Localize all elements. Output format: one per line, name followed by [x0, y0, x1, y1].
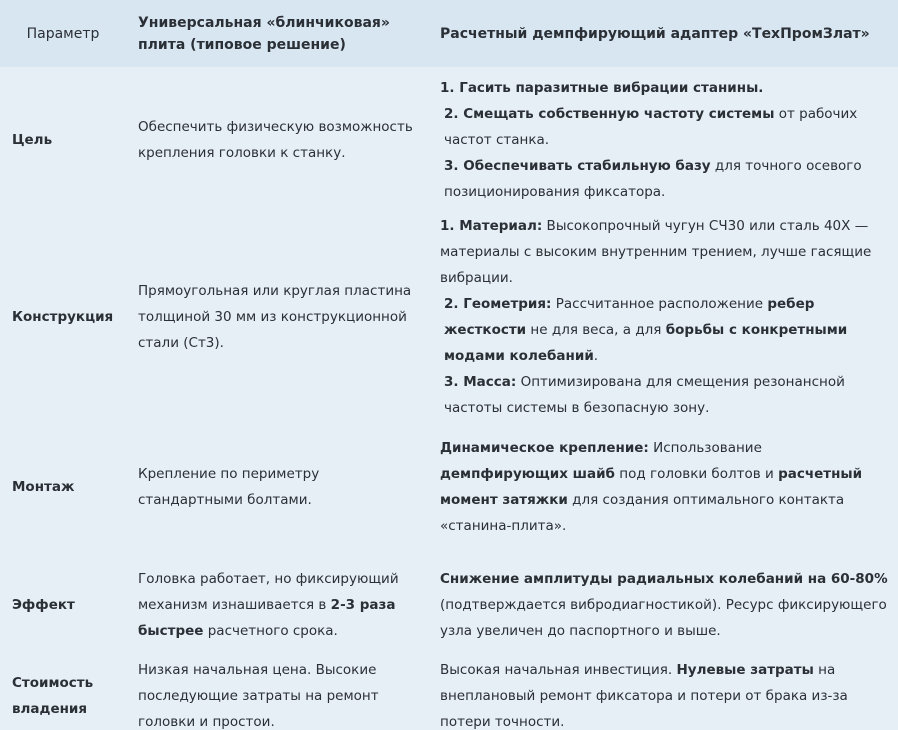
bold-text: Снижение амплитуды радиальных колебаний на 60-80%	[440, 571, 888, 587]
row-adapter	[428, 553, 898, 657]
text-run: Головка работает, но фиксирующий механизм изнашивается в	[138, 571, 399, 613]
bold-text: 2. Смещать собственную частоту системы	[444, 106, 775, 122]
text-run: для точного осевого позиционирования фиксатора.	[444, 158, 862, 200]
text-run: Высокопрочный чугун СЧ30 или сталь 40Х — материалы с высоким внутренним трением, лучше гасящие вибрации.	[440, 218, 872, 286]
text-run: Рассчитанное расположение	[551, 296, 768, 312]
header-param: Параметр	[0, 0, 126, 67]
text-run: под головки болтов и	[615, 466, 779, 482]
row-param: Эффект	[12, 597, 75, 613]
row-param: Конструкция	[12, 309, 114, 325]
text-run: расчетного срока.	[203, 623, 338, 639]
table-row	[0, 657, 898, 730]
row-param: Монтаж	[12, 479, 75, 495]
paragraph	[440, 153, 888, 205]
header-adapter: Расчетный демпфирующий адаптер «ТехПромЗлат»	[428, 0, 898, 67]
paragraph	[440, 435, 888, 539]
bold-text: ребер жесткости	[444, 296, 815, 338]
text-run: Использование	[648, 440, 762, 456]
paragraph	[440, 291, 888, 369]
table-header	[0, 0, 898, 67]
bold-text: 3. Масса:	[444, 374, 517, 390]
header-row	[0, 0, 898, 67]
text-run: Оптимизирована для смещения резонансной частоты системы в безопасную зону.	[444, 374, 845, 416]
table-row	[0, 213, 898, 421]
bold-text: Динамическое крепление:	[440, 440, 649, 456]
text-run: Высокая начальная инвестиция.	[440, 662, 677, 678]
paragraph	[440, 101, 888, 153]
header-standard: Универсальная «блинчиковая» плита (типовое решение)	[126, 0, 428, 67]
row-standard: Низкая начальная цена. Высокие последующие затраты на ремонт головки и простои.	[138, 662, 379, 730]
bold-text: Нулевые затраты	[676, 662, 814, 678]
bold-text: расчетный момент затяжки	[440, 466, 863, 508]
bold-text: борьбы с конкретными модами колебаний	[444, 322, 848, 364]
row-adapter	[428, 67, 898, 213]
bold-text: 2. Геометрия:	[444, 296, 552, 312]
row-standard	[126, 553, 428, 657]
text-run: для создания оптимального контакта «станина-плита».	[440, 492, 845, 534]
text-run: на внеплановый ремонт фиксатора и потери от брака из-за потери точности.	[440, 662, 848, 730]
paragraph	[440, 566, 888, 644]
row-adapter	[428, 421, 898, 553]
text-run: от рабочих частот станка.	[444, 106, 858, 148]
text-run: .	[593, 348, 599, 364]
paragraph	[440, 369, 888, 421]
text-run: не для веса, а для	[526, 322, 666, 338]
bold-text: 1. Гасить паразитные вибрации станины.	[440, 80, 764, 96]
table-body	[0, 67, 898, 730]
row-adapter	[428, 657, 898, 730]
table-row	[0, 421, 898, 553]
row-adapter	[428, 213, 898, 421]
bold-text: 1. Материал:	[440, 218, 543, 234]
row-standard: Прямоугольная или круглая пластина толщиной 30 мм из конструкционной стали (Ст3).	[138, 283, 412, 351]
text-run: (подтверждается вибродиагностикой). Ресурс фиксирующего узла увеличен до паспортного и выше.	[440, 597, 887, 639]
table-row	[0, 67, 898, 213]
table-row	[0, 553, 898, 657]
bold-text: демпфирующих шайб	[440, 466, 615, 482]
row-param: Цель	[12, 132, 53, 148]
row-standard: Обеспечить физическую возможность крепления головки к станку.	[138, 119, 413, 161]
row-standard: Крепление по периметру стандартными болтами.	[138, 466, 320, 508]
bold-text: 3. Обеспечивать стабильную базу	[444, 158, 711, 174]
bold-text: 2-3 раза быстрее	[138, 597, 396, 639]
paragraph	[440, 657, 888, 730]
paragraph	[440, 75, 888, 101]
row-param: Стоимость владения	[12, 675, 94, 717]
paragraph	[440, 213, 888, 291]
